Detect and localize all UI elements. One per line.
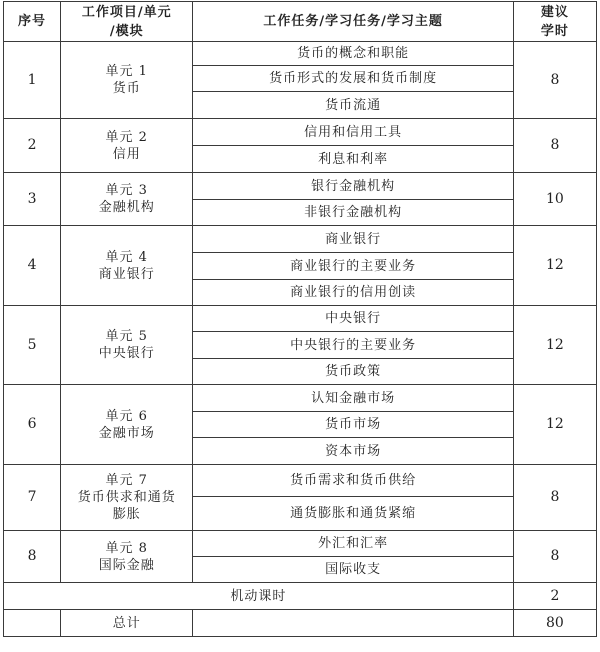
unit-title: 单元 7: [105, 473, 148, 488]
unit-title: 单元 2: [105, 129, 148, 145]
task-cell: 非银行金融机构: [193, 200, 514, 226]
unit-name: 商业银行: [98, 266, 155, 282]
header-hours-line1: 建议: [540, 4, 569, 20]
hours-cell: 8: [513, 531, 596, 583]
unit-no-cell: 5: [4, 306, 61, 385]
task-cell: 国际收支: [193, 557, 514, 583]
task-cell: 商业银行的信用创读: [193, 280, 514, 306]
task-cell: 货币政策: [193, 359, 514, 385]
task-cell: 商业银行的主要业务: [193, 253, 514, 280]
unit-title: 单元 6: [105, 408, 148, 424]
unit-title: 单元 3: [105, 183, 148, 198]
hours-cell: 10: [513, 173, 596, 226]
unit-title: 单元 4: [105, 249, 148, 265]
course-hours-table: [3, 1, 597, 637]
unit-title: 单元 5: [105, 329, 148, 344]
hours-cell: 8: [513, 465, 596, 531]
table-row: [4, 226, 597, 253]
task-cell: 货币市场: [193, 412, 514, 438]
table-row: [4, 385, 597, 412]
task-cell: 货币形式的发展和货币制度: [193, 66, 514, 92]
total-empty-cell: [4, 610, 61, 637]
total-row: [4, 610, 597, 637]
task-cell: 银行金融机构: [193, 173, 514, 200]
unit-no-cell: 1: [4, 42, 61, 119]
header-unit-line1: 工作项目/单元: [81, 4, 172, 20]
task-cell: 商业银行: [193, 226, 514, 253]
hours-cell: 8: [513, 119, 596, 173]
header-task: 工作任务/学习任务/学习主题: [193, 2, 514, 42]
table-row: [4, 306, 597, 332]
total-label: 总计: [61, 610, 193, 637]
unit-name: 货币: [112, 81, 141, 96]
unit-no-cell: 3: [4, 173, 61, 226]
unit-name: 中央银行: [98, 346, 155, 361]
unit-cell: [61, 385, 193, 465]
unit-title: 单元 1: [105, 64, 148, 79]
unit-cell: [61, 306, 193, 385]
unit-cell: [61, 465, 193, 531]
unit-name: 金融机构: [98, 200, 155, 215]
unit-no-cell: 4: [4, 226, 61, 306]
total-empty-cell: [193, 610, 514, 637]
header-unit: [61, 2, 193, 42]
unit-cell: [61, 119, 193, 173]
hours-cell: 12: [513, 385, 596, 465]
total-hours-value: 80: [513, 610, 596, 637]
table-header-row: [4, 2, 597, 42]
task-cell: 货币的概念和职能: [193, 42, 514, 66]
unit-no-cell: 6: [4, 385, 61, 465]
unit-name: 货币供求和通货膨胀: [77, 490, 176, 522]
task-cell: 货币需求和货币供给: [193, 465, 514, 497]
hours-cell: 12: [513, 226, 596, 306]
table-row: [4, 531, 597, 557]
unit-cell: [61, 531, 193, 583]
task-cell: 认知金融市场: [193, 385, 514, 412]
table-row: [4, 465, 597, 497]
unit-no-cell: 7: [4, 465, 61, 531]
unit-no-cell: 8: [4, 531, 61, 583]
unit-name: 信用: [112, 146, 141, 162]
task-cell: 信用和信用工具: [193, 119, 514, 146]
task-cell: 通货膨胀和通货紧缩: [193, 497, 514, 531]
task-cell: 利息和利率: [193, 146, 514, 173]
unit-cell: [61, 173, 193, 226]
header-no: 序号: [4, 2, 61, 42]
header-hours: [513, 2, 596, 42]
table-row: [4, 42, 597, 66]
task-cell: 资本市场: [193, 438, 514, 465]
task-cell: 外汇和汇率: [193, 531, 514, 557]
unit-name: 国际金融: [98, 557, 155, 573]
hours-cell: 8: [513, 42, 596, 119]
unit-title: 单元 8: [105, 540, 148, 556]
flex-hours-value: 2: [513, 583, 596, 610]
unit-name: 金融市场: [98, 425, 155, 441]
unit-cell: [61, 42, 193, 119]
table-row: [4, 173, 597, 200]
header-unit-line2: /模块: [109, 23, 144, 39]
table-row: [4, 119, 597, 146]
header-hours-line2: 学时: [540, 23, 569, 39]
task-cell: 中央银行的主要业务: [193, 332, 514, 359]
flex-hours-label: 机动课时: [4, 583, 514, 610]
unit-cell: [61, 226, 193, 306]
hours-cell: 12: [513, 306, 596, 385]
curriculum-document: [3, 1, 597, 637]
unit-no-cell: 2: [4, 119, 61, 173]
task-cell: 中央银行: [193, 306, 514, 332]
task-cell: 货币流通: [193, 92, 514, 119]
flex-hours-row: [4, 583, 597, 610]
